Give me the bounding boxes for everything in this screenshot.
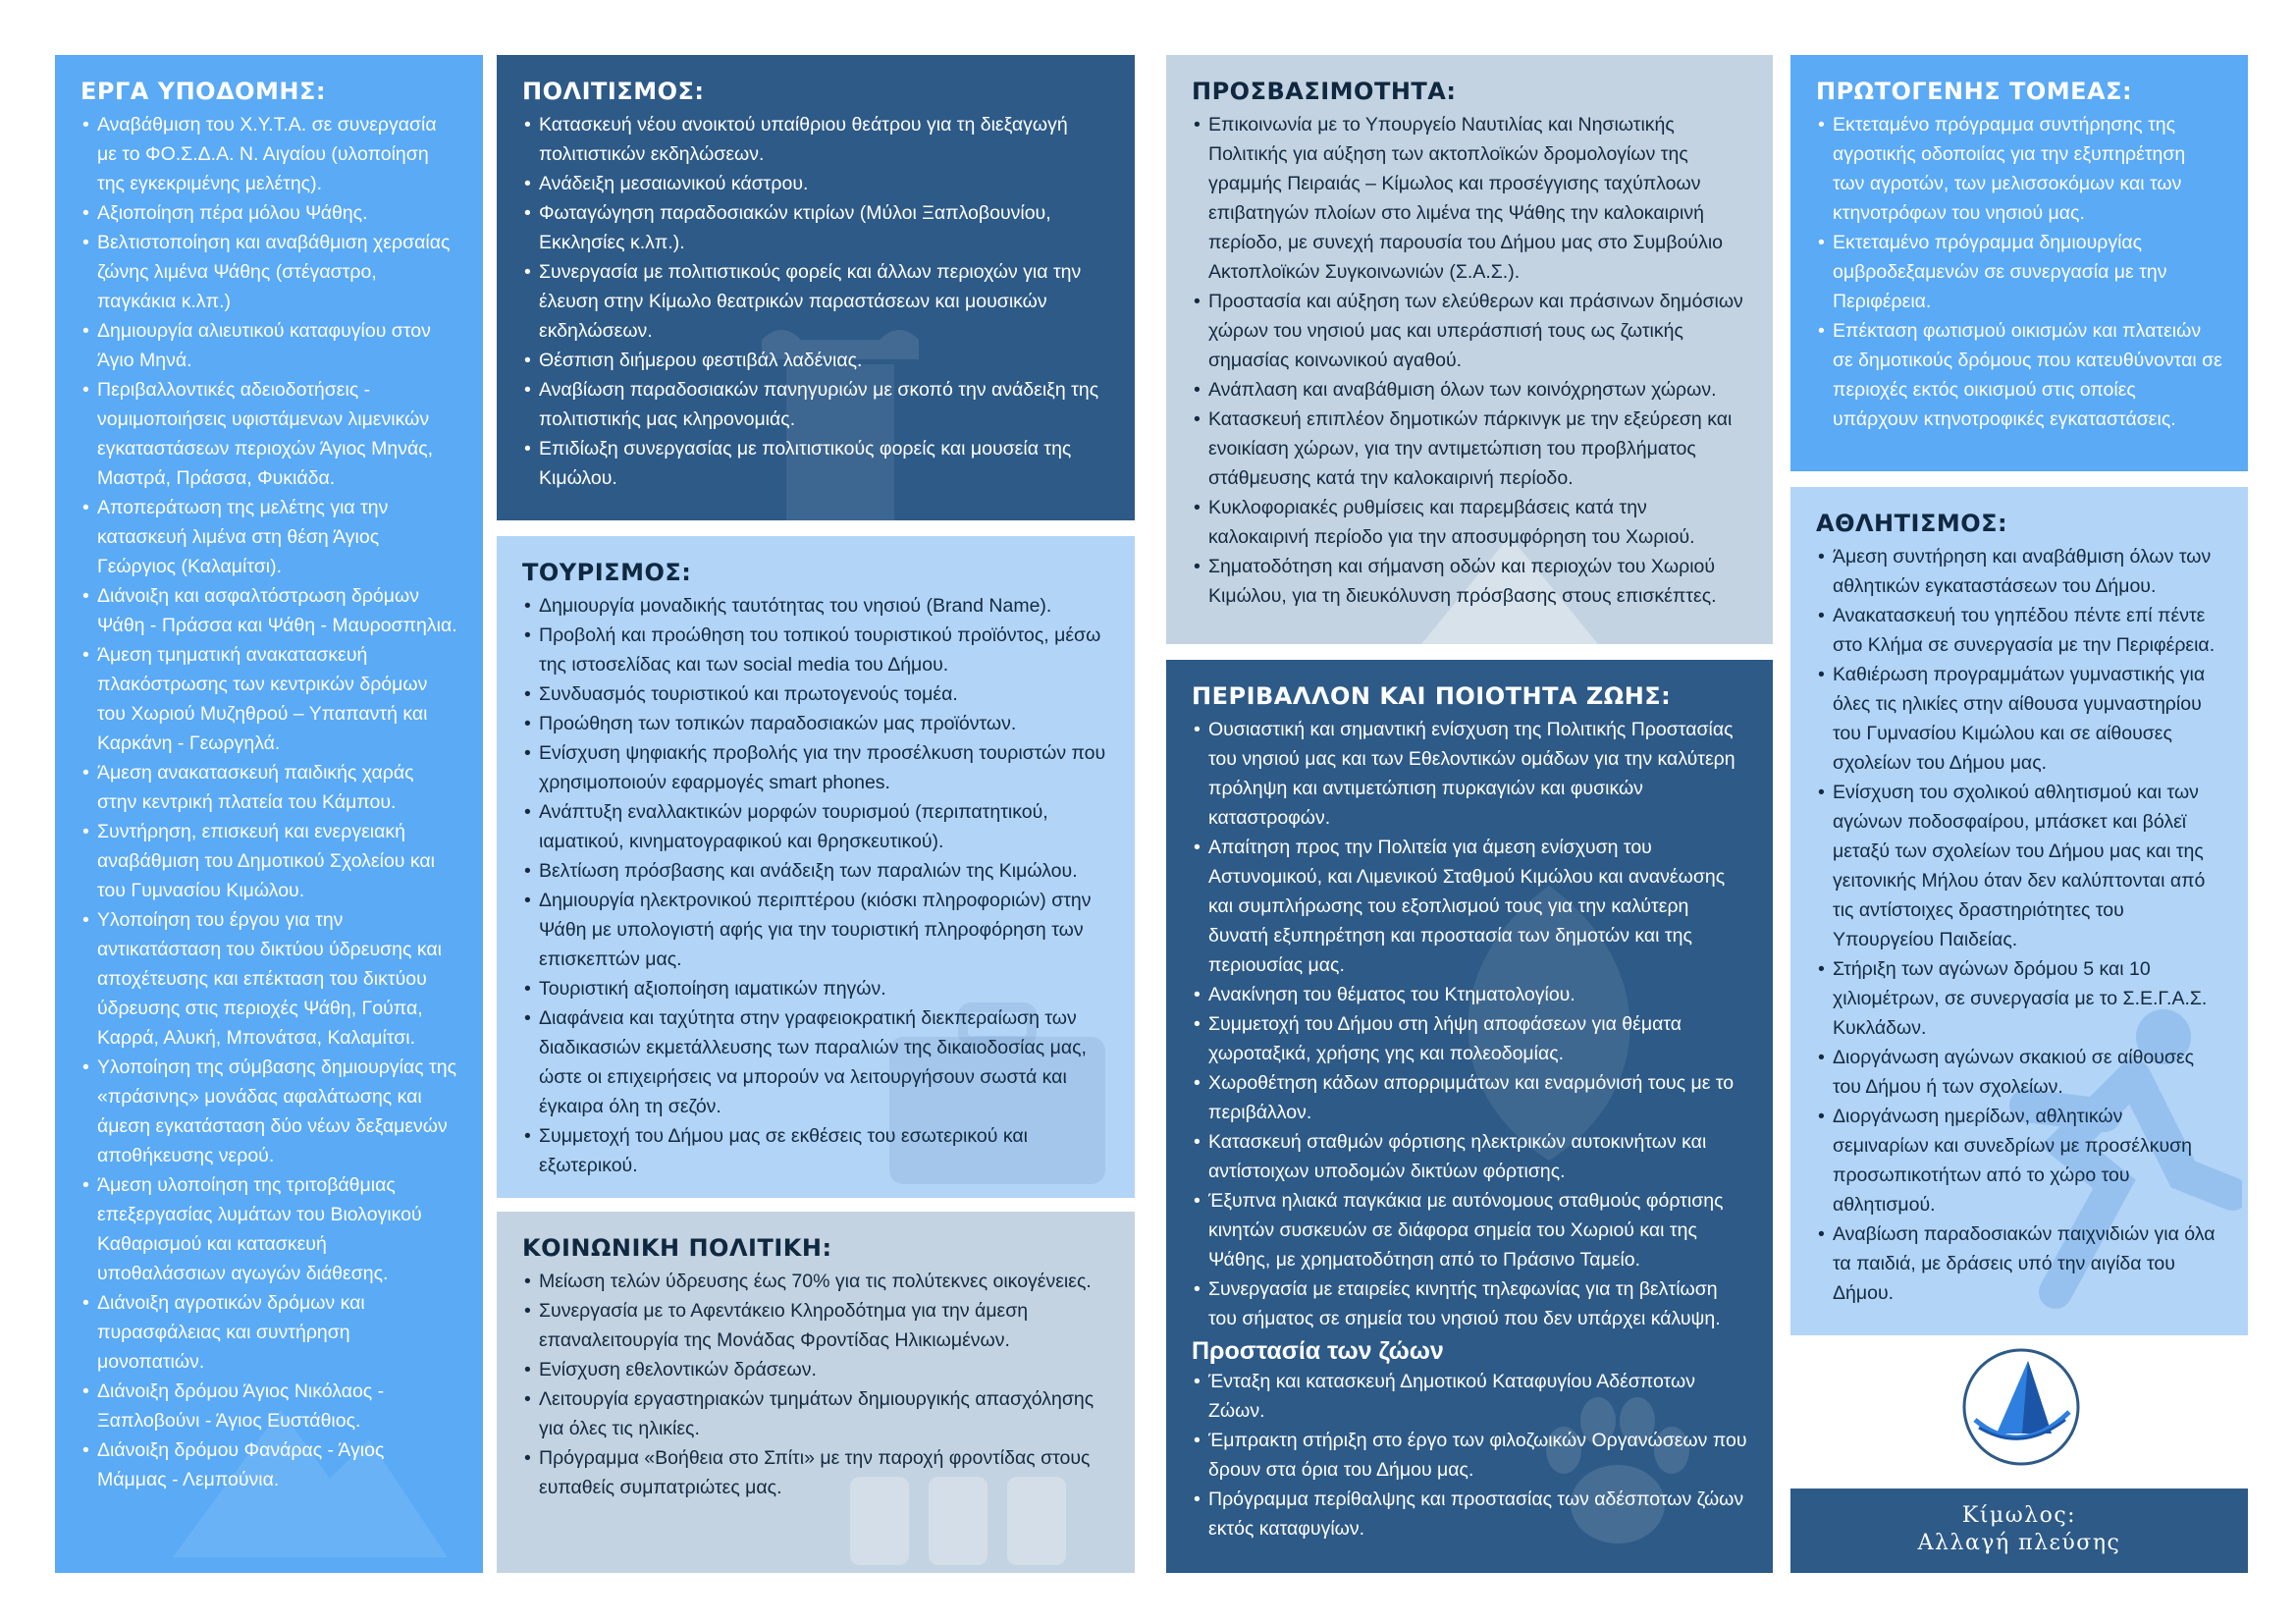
list-item: • Πρόγραμμα περίθαλψης και προστασίας των αδέσποτων ζώων εκτός καταφυγίων. [1192, 1485, 1747, 1543]
sports-panel [1790, 487, 2248, 1335]
sports-list [1816, 542, 2222, 1308]
list-item: • Ανακατασκευή του γηπέδου πέντε επί πέντε στο Κλήμα σε συνεργασία με την Περιφέρεια. [1816, 601, 2222, 660]
list-item: • Επέκταση φωτισμού οικισμών και πλατειών σε δημοτικούς δρόμους που κατευθύνονται σε περιοχές εκτός οικισμού στις οποίες υπάρχουν κτηνοτροφικές εγκαταστάσεις. [1816, 316, 2222, 434]
animals-subtitle: Προστασία των ζώων [1192, 1337, 1444, 1365]
accessibility-list [1192, 110, 1747, 611]
accessibility-panel [1166, 55, 1773, 644]
environment-title: ΠΕΡΙΒΑΛΛΟΝ ΚΑΙ ΠΟΙΟΤΗΤΑ ΖΩΗΣ: [1192, 682, 1672, 710]
list-item: • Συμμετοχή του Δήμου μας σε εκθέσεις του εσωτερικού και εξωτερικού. [522, 1121, 1109, 1180]
logo-banner [1790, 1489, 2248, 1573]
list-item: • Χωροθέτηση κάδων απορριμμάτων και εναρμόνισή τους με το περιβάλλον. [1192, 1068, 1747, 1127]
list-item: • Ενίσχυση εθελοντικών δράσεων. [522, 1355, 1109, 1384]
list-item: • Κατασκευή επιπλέον δημοτικών πάρκινγκ με την εξεύρεση και ενοικίαση χώρων, για την αντιμετώπιση του προβλήματος στάθμευσης κατά την καλοκαιρινή περίοδο. [1192, 405, 1747, 493]
list-item: • Εκτεταμένο πρόγραμμα συντήρησης της αγροτικής οδοποιίας για την εξυπηρέτηση των αγροτών, των μελισσοκόμων και των κτηνοτρόφων του νησιού μας. [1816, 110, 2222, 228]
list-item: • Έμπρακτη στήριξη στο έργο των φιλοζωικών Οργανώσεων που δρουν στα όρια του Δήμου μας. [1192, 1426, 1747, 1485]
sail-logo-icon [1957, 1343, 2085, 1471]
list-item: • Ουσιαστική και σημαντική ενίσχυση της Πολιτικής Προστασίας του νησιού μας και των Εθελοντικών ομάδων για την καλύτερη πρόληψη και αντιμετώπιση πυρκαγιών και φυσικών καταστροφών. [1192, 715, 1747, 833]
list-item: • Βελτιστοποίηση και αναβάθμιση χερσαίας ζώνης λιμένα Ψάθης (στέγαστρο, παγκάκια κ.λπ.) [80, 228, 457, 316]
list-item: • Δημιουργία μοναδικής ταυτότητας του νησιού (Brand Name). [522, 591, 1109, 621]
list-item: • Προώθηση των τοπικών παραδοσιακών μας προϊόντων. [522, 709, 1109, 738]
list-item: • Στήριξη των αγώνων δρόμου 5 και 10 χιλιομέτρων, σε συνεργασία με το Σ.Ε.Γ.Α.Σ. Κυκλάδων. [1816, 954, 2222, 1043]
list-item: • Υλοποίηση του έργου για την αντικατάσταση του δικτύου ύδρευσης και αποχέτευσης και επέκταση του δικτύου ύδρευσης στις περιοχές Ψάθη, Γούπα, Καρρά, Αλυκή, Μπονάτσα, Καλαμίτσι. [80, 905, 457, 1053]
list-item: • Άμεση συντήρηση και αναβάθμιση όλων των αθλητικών εγκαταστάσεων του Δήμου. [1816, 542, 2222, 601]
list-item: • Συντήρηση, επισκευή και ενεργειακή αναβάθμιση του Δημοτικού Σχολείου και του Γυμνασίου Κιμώλου. [80, 817, 457, 905]
list-item: • Ανάπλαση και αναβάθμιση όλων των κοινόχρηστων χώρων. [1192, 375, 1747, 405]
culture-list [522, 110, 1109, 493]
list-item: • Λειτουργία εργαστηριακών τμημάτων δημιουργικής απασχόλησης για όλες τις ηλικίες. [522, 1384, 1109, 1443]
culture-panel [497, 55, 1135, 520]
infrastructure-list [80, 110, 457, 1494]
infrastructure-title: ΕΡΓΑ ΥΠΟΔΟΜΗΣ: [80, 78, 327, 105]
list-item: • Υλοποίηση της σύμβασης δημιουργίας της «πράσινης» μονάδας αφαλάτωσης και άμεση εγκατάσταση δύο νέων δεξαμενών αποθήκευσης νερού. [80, 1053, 457, 1170]
list-item: • Συνδυασμός τουριστικού και πρωτογενούς τομέα. [522, 679, 1109, 709]
list-item: • Διάνοιξη δρόμου Άγιος Νικόλαος - Ξαπλοβούνι - Άγιος Ευστάθιος. [80, 1377, 457, 1435]
list-item: • Σηματοδότηση και σήμανση οδών και περιοχών του Χωριού Κιμώλου, για τη διευκόλυνση πρόσβασης στους επισκέπτες. [1192, 552, 1747, 611]
list-item: • Ένταξη και κατασκευή Δημοτικού Καταφυγίου Αδέσποτων Ζώων. [1192, 1367, 1747, 1426]
list-item: • Επικοινωνία με το Υπουργείο Ναυτιλίας και Νησιωτικής Πολιτικής για αύξηση των ακτοπλοϊκών δρομολογίων της γραμμής Πειραιάς – Κίμωλος και προσέγγισης ταχύπλοων επιβατηγών πλοίων στο λιμένα της Ψάθης την καλοκαιρινή περίοδο, με συνεχή παρουσία του Δήμου μας στο Συμβούλιο Ακτοπλοϊκών Συγκοινωνιών (Σ.Α.Σ.). [1192, 110, 1747, 287]
list-item: • Περιβαλλοντικές αδειοδοτήσεις - νομιμοποιήσεις υφιστάμενων λιμενικών εγκαταστάσεων περιοχών Άγιος Μηνάς, Μαστρά, Πράσσα, Φυκιάδα. [80, 375, 457, 493]
list-item: • Έξυπνα ηλιακά παγκάκια με αυτόνομους σταθμούς φόρτισης κινητών συσκευών σε διάφορα σημεία του Χωριού και της Ψάθης, με χρηματοδότηση από το Πράσινο Ταμείο. [1192, 1186, 1747, 1274]
primary-title: ΠΡΩΤΟΓΕΝΗΣ ΤΟΜΕΑΣ: [1816, 78, 2133, 105]
list-item: • Κυκλοφοριακές ρυθμίσεις και παρεμβάσεις κατά την καλοκαιρινή περίοδο για την αποσυμφόρηση του Χωριού. [1192, 493, 1747, 552]
list-item: • Δημιουργία ηλεκτρονικού περιπτέρου (κιόσκι πληροφοριών) στην Ψάθη με υπολογιστή αφής για την τουριστική πληροφόρηση των επισκεπτών μας. [522, 886, 1109, 974]
animals-list [1192, 1367, 1747, 1543]
accessibility-title: ΠΡΟΣΒΑΣΙΜΟΤΗΤΑ: [1192, 78, 1457, 105]
list-item: • Ανάπτυξη εναλλακτικών μορφών τουρισμού (περιπατητικού, ιαματικού, κινηματογραφικού και θρησκευτικού). [522, 797, 1109, 856]
list-item: • Άμεση υλοποίηση της τριτοβάθμιας επεξεργασίας λυμάτων του Βιολογικού Καθαρισμού και κατασκευή υποθαλάσσιων αγωγών διάθεσης. [80, 1170, 457, 1288]
list-item: • Ανάδειξη μεσαιωνικού κάστρου. [522, 169, 1109, 198]
list-item: • Διοργάνωση αγώνων σκακιού σε αίθουσες του Δήμου ή των σχολείων. [1816, 1043, 2222, 1102]
list-item: • Διάνοιξη αγροτικών δρόμων και πυρασφάλειας και συντήρηση μονοπατιών. [80, 1288, 457, 1377]
primary-panel [1790, 55, 2248, 471]
list-item: • Κατασκευή νέου ανοικτού υπαίθριου θεάτρου για τη διεξαγωγή πολιτιστικών εκδηλώσεων. [522, 110, 1109, 169]
tourism-title: ΤΟΥΡΙΣΜΟΣ: [522, 559, 692, 586]
list-item: • Τουριστική αξιοποίηση ιαματικών πηγών. [522, 974, 1109, 1003]
list-item: • Ανακίνηση του θέματος του Κτηματολογίου. [1192, 980, 1747, 1009]
logo [1790, 1353, 2248, 1487]
tourism-list [522, 591, 1109, 1180]
list-item: • Συνεργασία με το Αφεντάκειο Κληροδότημα για την άμεση επαναλειτουργία της Μονάδας Φροντίδας Ηλικιωμένων. [522, 1296, 1109, 1355]
list-item: • Φωταγώγηση παραδοσιακών κτιρίων (Μύλοι Ξαπλοβουνίου, Εκκλησίες κ.λπ.). [522, 198, 1109, 257]
list-item: • Κατασκευή σταθμών φόρτισης ηλεκτρικών αυτοκινήτων και αντίστοιχων υποδομών δικτύων φόρτισης. [1192, 1127, 1747, 1186]
list-item: • Ενίσχυση του σχολικού αθλητισμού και των αγώνων ποδοσφαίρου, μπάσκετ και βόλεϊ μεταξύ των σχολείων του Δήμου μας και της γειτονικής Μήλου όταν δεν καλύπτονται από τις αντίστοιχες δραστηριότητες του Υπουργείου Παιδείας. [1816, 778, 2222, 954]
culture-title: ΠΟΛΙΤΙΣΜΟΣ: [522, 78, 705, 105]
list-item: • Εκτεταμένο πρόγραμμα δημιουργίας ομβροδεξαμενών σε συνεργασία με την Περιφέρεια. [1816, 228, 2222, 316]
list-item: • Αναβίωση παραδοσιακών πανηγυριών με σκοπό την ανάδειξη της πολιτιστικής μας κληρονομιάς. [522, 375, 1109, 434]
list-item: • Ενίσχυση ψηφιακής προβολής για την προσέλκυση τουριστών που χρησιμοποιούν εφαρμογές smart phones. [522, 738, 1109, 797]
list-item: • Αναβίωση παραδοσιακών παιχνιδιών για όλα τα παιδιά, με δράσεις υπό την αιγίδα του Δήμου. [1816, 1219, 2222, 1308]
environment-panel [1166, 660, 1773, 1573]
list-item: • Καθιέρωση προγραμμάτων γυμναστικής για όλες τις ηλικίες στην αίθουσα γυμναστηρίου του Γυμνασίου Κιμώλου και σε αίθουσες σχολείων του Δήμου μας. [1816, 660, 2222, 778]
list-item: • Συμμετοχή του Δήμου στη λήψη αποφάσεων για θέματα χωροταξικά, χρήσης γης και πολεοδομίας. [1192, 1009, 1747, 1068]
tourism-panel [497, 536, 1135, 1198]
sports-title: ΑΘΛΗΤΙΣΜΟΣ: [1816, 510, 2008, 537]
social-panel [497, 1212, 1135, 1573]
logo-line-2: Αλλαγή πλεύσης [1917, 1531, 2121, 1555]
list-item: • Πρόγραμμα «Βοήθεια στο Σπίτι» με την παροχή φροντίδας στους ευπαθείς συμπατριώτες μας. [522, 1443, 1109, 1502]
list-item: • Επιδίωξη συνεργασίας με πολιτιστικούς φορείς και μουσεία της Κιμώλου. [522, 434, 1109, 493]
list-item: • Αναβάθμιση του Χ.Υ.Τ.Α. σε συνεργασία με το ΦΟ.Σ.Δ.Α. Ν. Αιγαίου (υλοποίηση της εγκεκριμένης μελέτης). [80, 110, 457, 198]
list-item: • Αξιοποίηση πέρα μόλου Ψάθης. [80, 198, 457, 228]
list-item: • Προστασία και αύξηση των ελεύθερων και πράσινων δημόσιων χώρων του νησιού μας και υπεράσπισή τους ως ζωτικής σημασίας κοινωνικού αγαθού. [1192, 287, 1747, 375]
list-item: • Απαίτηση προς την Πολιτεία για άμεση ενίσχυση του Αστυνομικού, και Λιμενικού Σταθμού Κιμώλου και ανανέωσης και συμπλήρωσης του εξοπλισμού τους για την καλύτερη δυνατή εξυπηρέτηση και προστασία των δημοτών και της περιουσίας μας. [1192, 833, 1747, 980]
list-item: • Άμεση τμηματική ανακατασκευή πλακόστρωσης των κεντρικών δρόμων του Χωριού Μυζηθρού – Υπαπαντή και Καρκάνη - Γεωργηλά. [80, 640, 457, 758]
list-item: • Διάνοιξη και ασφαλτόστρωση δρόμων Ψάθη - Πράσσα και Ψάθη - Μαυροσπηλια. [80, 581, 457, 640]
list-item: • Συνεργασία με εταιρείες κινητής τηλεφωνίας για τη βελτίωση του σήματος σε σημεία του νησιού που δεν υπάρχει κάλυψη. [1192, 1274, 1747, 1333]
infrastructure-panel [55, 55, 483, 1573]
logo-line-1: Κίμωλος: [1961, 1503, 2077, 1528]
environment-list [1192, 715, 1747, 1333]
list-item: • Διοργάνωση ημερίδων, αθλητικών σεμιναρίων και συνεδρίων με προσέλκυση προσωπικοτήτων από το χώρο του αθλητισμού. [1816, 1102, 2222, 1219]
list-item: • Άμεση ανακατασκευή παιδικής χαράς στην κεντρική πλατεία του Κάμπου. [80, 758, 457, 817]
list-item: • Δημιουργία αλιευτικού καταφυγίου στον Άγιο Μηνά. [80, 316, 457, 375]
primary-list [1816, 110, 2222, 434]
list-item: • Θέσπιση διήμερου φεστιβάλ λαδένιας. [522, 346, 1109, 375]
social-list [522, 1267, 1109, 1502]
list-item: • Διάνοιξη δρόμου Φανάρας - Άγιος Μάμμας - Λεμπούνια. [80, 1435, 457, 1494]
list-item: • Αποπεράτωση της μελέτης για την κατασκευή λιμένα στη θέση Άγιος Γεώργιος (Καλαμίτσι). [80, 493, 457, 581]
list-item: • Προβολή και προώθηση του τοπικού τουριστικού προϊόντος, μέσω της ιστοσελίδας και των social media του Δήμου. [522, 621, 1109, 679]
list-item: • Μείωση τελών ύδρευσης έως 70% για τις πολύτεκνες οικογένειες. [522, 1267, 1109, 1296]
list-item: • Συνεργασία με πολιτιστικούς φορείς και άλλων περιοχών για την έλευση στην Κίμωλο θεατρικών παραστάσεων και μουσικών εκδηλώσεων. [522, 257, 1109, 346]
social-title: ΚΟΙΝΩΝΙΚΗ ΠΟΛΙΤΙΚΗ: [522, 1234, 832, 1262]
list-item: • Διαφάνεια και ταχύτητα στην γραφειοκρατική διεκπεραίωση των διαδικασιών εκμετάλλευσης των παραλιών της δικαιοδοσίας μας, ώστε οι επιχειρήσεις να μπορούν να λειτουργήσουν σωστά και έγκαιρα όλη τη σεζόν. [522, 1003, 1109, 1121]
list-item: • Βελτίωση πρόσβασης και ανάδειξη των παραλιών της Κιμώλου. [522, 856, 1109, 886]
